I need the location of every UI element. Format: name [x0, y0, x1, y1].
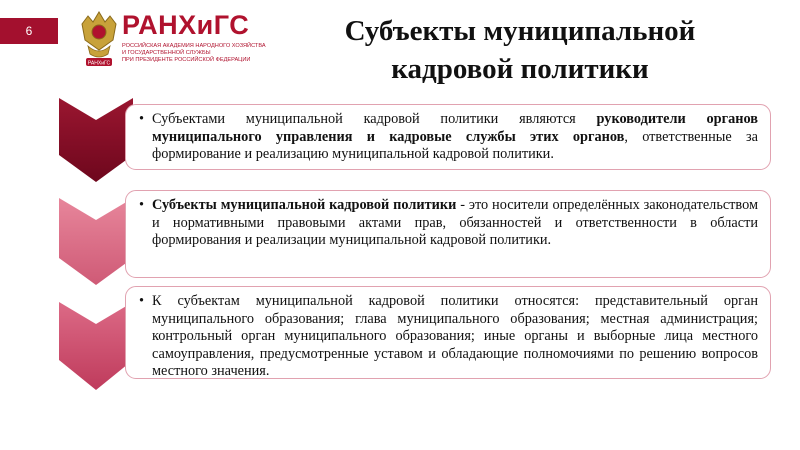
logo-name: РАНХиГС — [122, 10, 250, 40]
chevron-3 — [59, 302, 133, 390]
slide-title — [290, 12, 750, 88]
page-number: 6 — [0, 18, 58, 44]
item-1-text: Субъектами муниципальной кадровой политики являются — [152, 111, 597, 127]
bullet: • — [139, 197, 145, 213]
chevron-2 — [59, 198, 133, 285]
content-box-2 — [125, 190, 771, 278]
bullet: • — [139, 293, 145, 309]
logo-subtitle-line-1: РОССИЙСКАЯ АКАДЕМИЯ НАРОДНОГО ХОЗЯЙСТВА — [122, 43, 266, 49]
slide-title-line-1: Субъекты муниципальной — [344, 15, 696, 47]
item-1-bold-text: руководители органов муниципального управления и кадровые службы этих органов — [152, 111, 758, 145]
bullet: • — [139, 111, 145, 127]
content-box-1 — [125, 104, 771, 170]
item-2-text-end: - это носители определённых законодательством и нормативными правовыми актами прав, обязанностей и ответственности в области формирования и реализации муниципальной кадровой политики. — [152, 197, 759, 248]
logo-subtitle-line-2: И ГОСУДАРСТВЕННОЙ СЛУЖБЫ — [122, 50, 211, 56]
item-2-bold-text: Субъекты муниципальной кадровой политики — [152, 197, 457, 213]
content-box-3 — [125, 286, 771, 379]
chevron-1 — [59, 98, 133, 182]
slide-title-line-2: кадровой политики — [391, 53, 649, 85]
emblem-label: РАНХиГС — [87, 60, 111, 67]
item-1-text-end: , ответственные за формирование и реализацию муниципальной кадровой политики. — [152, 128, 758, 162]
logo-subtitle-line-3: ПРИ ПРЕЗИДЕНТЕ РОССИЙСКОЙ ФЕДЕРАЦИИ — [122, 57, 251, 63]
logo-subtitle — [122, 43, 266, 64]
chevron-column — [0, 0, 140, 450]
item-3-text: К субъектам муниципальной кадровой политики относятся: представительный орган муниципального образования; глава муниципального образования; местная администрация; контрольный орган муниципального образования; иные органы и выборные лица местного самоуправления, предусмотренные уставом и обладающие полномочиями по решению вопросов местного значения. — [152, 293, 758, 379]
